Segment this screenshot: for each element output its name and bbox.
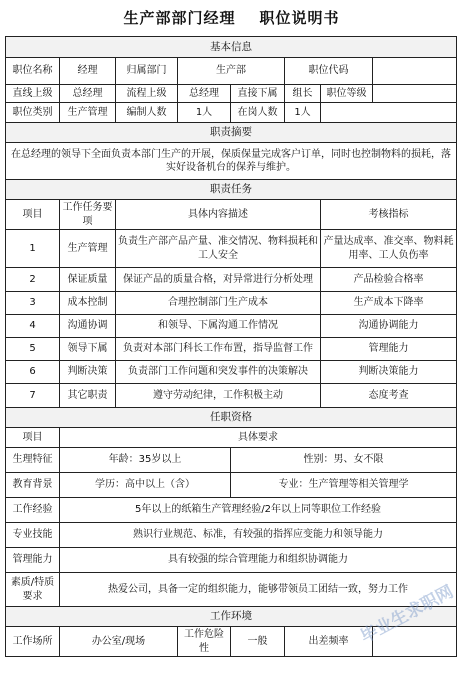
job-description-table <box>5 36 457 657</box>
title-doc-type: 职位说明书 <box>259 8 340 27</box>
task-item: 成本控制 <box>60 292 116 315</box>
env-label-risk: 工作危险性 <box>178 627 231 657</box>
label-process-superior: 流程上级 <box>116 85 178 103</box>
task-kpi: 态度考查 <box>321 384 457 408</box>
title-position: 生产部部门经理 <box>123 8 236 27</box>
label-position-level: 职位等级 <box>321 85 373 103</box>
task-desc: 和领导、下属沟通工作情况 <box>116 315 321 338</box>
task-item: 生产管理 <box>60 230 116 268</box>
label-direct-superior: 直线上级 <box>6 85 60 103</box>
task-no: 5 <box>6 338 60 361</box>
task-item: 领导下属 <box>60 338 116 361</box>
task-no: 7 <box>6 384 60 408</box>
task-no: 1 <box>6 230 60 268</box>
qual-quality: 热爱公司，具备一定的组织能力，能够带领员工团结一致，努力工作 <box>60 573 457 607</box>
qual-age: 年龄：35岁以上 <box>60 448 231 473</box>
tasks-col-no: 项目 <box>6 200 60 230</box>
summary-text: 在总经理的领导下全面负责本部门生产的开展，保质保量完成客户订单，同时也控制物料的损耗，落实好设备机台的保养与维护。 <box>6 143 457 180</box>
qual-label-experience: 工作经验 <box>6 498 60 523</box>
value-direct-subordinate: 组长 <box>285 85 321 103</box>
task-desc: 负责对本部门科长工作布置，指导监督工作 <box>116 338 321 361</box>
value-onboard-count: 1人 <box>285 103 321 123</box>
env-workplace: 办公室/现场 <box>60 627 178 657</box>
qual-experience: 5年以上的纸箱生产管理经验/2年以上同等职位工作经验 <box>60 498 457 523</box>
task-desc: 遵守劳动纪律，工作积极主动 <box>116 384 321 408</box>
task-item: 判断决策 <box>60 361 116 384</box>
label-department: 归属部门 <box>116 58 178 85</box>
env-label-travel: 出差频率 <box>285 627 373 657</box>
qual-skills: 熟识行业规范、标准，有较强的指挥应变能力和领导能力 <box>60 523 457 548</box>
qual-label-quality: 素质/特质要求 <box>6 573 60 607</box>
task-kpi: 判断决策能力 <box>321 361 457 384</box>
task-item: 沟通协调 <box>60 315 116 338</box>
task-item: 保证质量 <box>60 268 116 292</box>
task-no: 2 <box>6 268 60 292</box>
env-risk: 一般 <box>231 627 285 657</box>
label-position-code: 职位代码 <box>285 58 373 85</box>
task-desc: 保证产品的质量合格，对异常进行分析处理 <box>116 268 321 292</box>
task-desc: 负责生产部产品产量、准交情况、物料损耗和工人安全 <box>116 230 321 268</box>
value-process-superior: 总经理 <box>178 85 231 103</box>
section-basic-info: 基本信息 <box>6 37 457 58</box>
value-blank <box>321 103 457 123</box>
task-kpi: 沟通协调能力 <box>321 315 457 338</box>
qual-degree: 学历：高中以上（含） <box>60 473 231 498</box>
qual-management: 具有较强的综合管理能力和组织协调能力 <box>60 548 457 573</box>
task-kpi: 产品检验合格率 <box>321 268 457 292</box>
value-department: 生产部 <box>178 58 285 85</box>
task-no: 6 <box>6 361 60 384</box>
label-direct-subordinate: 直接下属 <box>231 85 285 103</box>
task-kpi: 生产成本下降率 <box>321 292 457 315</box>
tasks-col-kpi: 考核指标 <box>321 200 457 230</box>
value-direct-superior: 总经理 <box>60 85 116 103</box>
value-position-level <box>373 85 457 103</box>
section-environment: 工作环境 <box>6 607 457 627</box>
env-label-workplace: 工作场所 <box>6 627 60 657</box>
task-no: 4 <box>6 315 60 338</box>
qual-label-skills: 专业技能 <box>6 523 60 548</box>
value-position-name: 经理 <box>60 58 116 85</box>
label-position-category: 职位类别 <box>6 103 60 123</box>
value-position-code <box>373 58 457 85</box>
qual-major: 专业：生产管理等相关管理学 <box>231 473 457 498</box>
value-position-category: 生产管理 <box>60 103 116 123</box>
label-position-name: 职位名称 <box>6 58 60 85</box>
qual-col-item: 项目 <box>6 428 60 448</box>
qual-label-education: 教育背景 <box>6 473 60 498</box>
qual-col-req: 具体要求 <box>60 428 457 448</box>
task-kpi: 产量达成率、准交率、物料耗用率、工人负伤率 <box>321 230 457 268</box>
task-kpi: 管理能力 <box>321 338 457 361</box>
value-headcount: 1人 <box>178 103 231 123</box>
label-onboard-count: 在岗人数 <box>231 103 285 123</box>
task-no: 3 <box>6 292 60 315</box>
tasks-col-item: 工作任务要项 <box>60 200 116 230</box>
section-summary: 职责摘要 <box>6 123 457 143</box>
task-desc: 负责部门工作问题和突发事件的决策解决 <box>116 361 321 384</box>
qual-gender: 性别：男、女不限 <box>231 448 457 473</box>
section-tasks: 职责任务 <box>6 180 457 200</box>
section-qualifications: 任职资格 <box>6 408 457 428</box>
qual-label-management: 管理能力 <box>6 548 60 573</box>
document-title <box>0 0 463 34</box>
task-desc: 合理控制部门生产成本 <box>116 292 321 315</box>
label-headcount: 编制人数 <box>116 103 178 123</box>
qual-label-physical: 生理特征 <box>6 448 60 473</box>
task-item: 其它职责 <box>60 384 116 408</box>
watermark: 毕业生求职网 <box>357 581 457 648</box>
tasks-col-desc: 具体内容描述 <box>116 200 321 230</box>
env-travel <box>373 627 457 657</box>
